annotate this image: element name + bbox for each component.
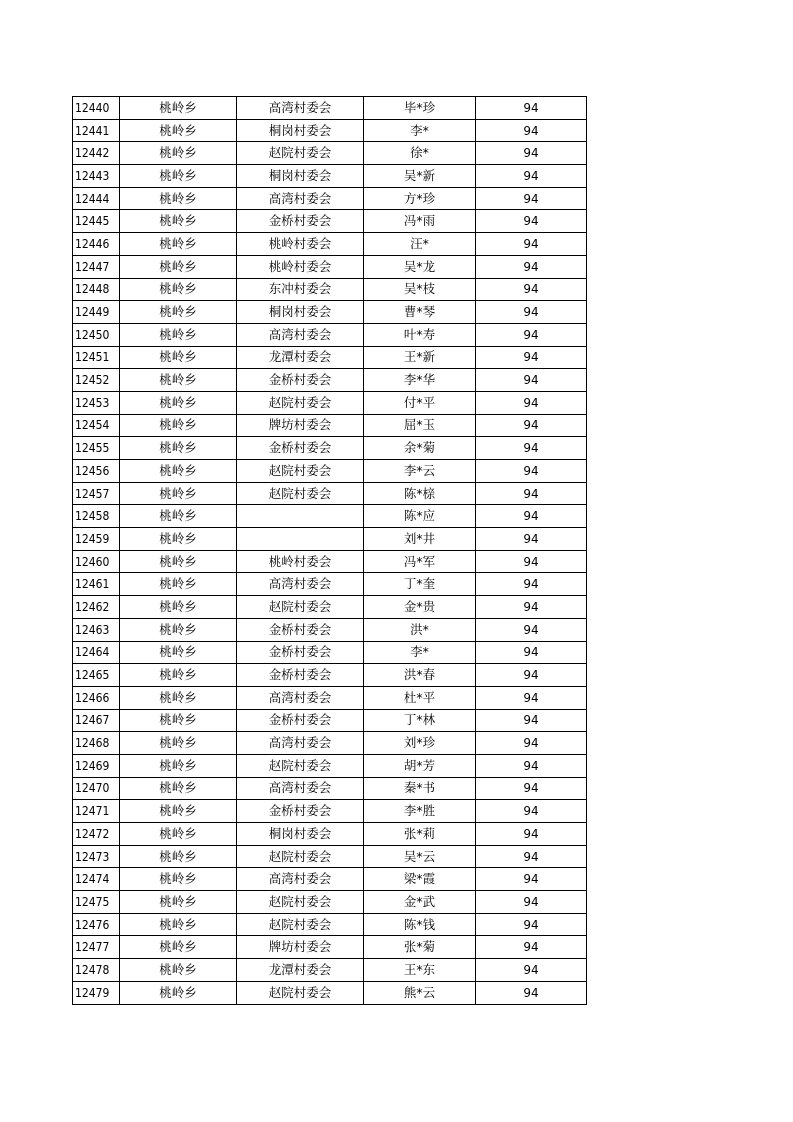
table-row: [73, 664, 587, 687]
village-cell: 东冲村委会: [237, 278, 364, 301]
village-cell: 高湾村委会: [237, 868, 364, 891]
score-cell: 94: [476, 800, 587, 823]
table-row: [73, 981, 587, 1004]
village-cell: 赵院村委会: [237, 891, 364, 914]
person-name-cell: 陈*应: [364, 505, 476, 528]
village-cell: 金桥村委会: [237, 709, 364, 732]
record-id-cell: 12477: [73, 936, 120, 959]
town-cell: 桃岭乡: [120, 414, 237, 437]
table-row: [73, 301, 587, 324]
record-id-cell: 12452: [73, 369, 120, 392]
record-id-cell: 12459: [73, 528, 120, 551]
score-cell: 94: [476, 391, 587, 414]
table-row: [73, 165, 587, 188]
person-name-cell: 胡*芳: [364, 754, 476, 777]
person-name-cell: 付*平: [364, 391, 476, 414]
village-cell: 金桥村委会: [237, 437, 364, 460]
score-cell: 94: [476, 187, 587, 210]
table-row: [73, 936, 587, 959]
score-cell: 94: [476, 414, 587, 437]
person-name-cell: 李*: [364, 641, 476, 664]
village-cell: 桐岗村委会: [237, 119, 364, 142]
person-name-cell: 吴*枝: [364, 278, 476, 301]
village-cell: 赵院村委会: [237, 460, 364, 483]
person-name-cell: 李*胜: [364, 800, 476, 823]
record-id-cell: 12464: [73, 641, 120, 664]
table-row: [73, 868, 587, 891]
table-row: [73, 482, 587, 505]
village-cell: 赵院村委会: [237, 845, 364, 868]
table-row: [73, 233, 587, 256]
town-cell: 桃岭乡: [120, 210, 237, 233]
village-cell: 高湾村委会: [237, 732, 364, 755]
table-row: [73, 369, 587, 392]
village-cell: 高湾村委会: [237, 777, 364, 800]
village-cell: 桃岭村委会: [237, 233, 364, 256]
person-name-cell: 张*菊: [364, 936, 476, 959]
person-name-cell: 吴*新: [364, 165, 476, 188]
town-cell: 桃岭乡: [120, 437, 237, 460]
record-id-cell: 12470: [73, 777, 120, 800]
record-id-cell: 12442: [73, 142, 120, 165]
table-row: [73, 686, 587, 709]
score-cell: 94: [476, 618, 587, 641]
score-cell: 94: [476, 233, 587, 256]
village-cell: 桃岭村委会: [237, 255, 364, 278]
score-cell: 94: [476, 301, 587, 324]
table-row: [73, 913, 587, 936]
record-id-cell: 12474: [73, 868, 120, 891]
table-row: [73, 437, 587, 460]
record-id-cell: 12451: [73, 346, 120, 369]
record-id-cell: 12453: [73, 391, 120, 414]
score-cell: 94: [476, 823, 587, 846]
person-name-cell: 丁*奎: [364, 573, 476, 596]
score-cell: 94: [476, 437, 587, 460]
town-cell: 桃岭乡: [120, 959, 237, 982]
town-cell: 桃岭乡: [120, 573, 237, 596]
town-cell: 桃岭乡: [120, 550, 237, 573]
table-row: [73, 800, 587, 823]
record-id-cell: 12471: [73, 800, 120, 823]
town-cell: 桃岭乡: [120, 754, 237, 777]
record-id-cell: 12479: [73, 981, 120, 1004]
town-cell: 桃岭乡: [120, 255, 237, 278]
town-cell: 桃岭乡: [120, 777, 237, 800]
score-cell: 94: [476, 868, 587, 891]
record-id-cell: 12475: [73, 891, 120, 914]
record-id-cell: 12472: [73, 823, 120, 846]
score-cell: 94: [476, 119, 587, 142]
table-row: [73, 323, 587, 346]
record-id-cell: 12441: [73, 119, 120, 142]
record-id-cell: 12444: [73, 187, 120, 210]
table-row: [73, 210, 587, 233]
table-row: [73, 528, 587, 551]
person-name-cell: 吴*云: [364, 845, 476, 868]
town-cell: 桃岭乡: [120, 482, 237, 505]
person-name-cell: 汪*: [364, 233, 476, 256]
score-cell: 94: [476, 210, 587, 233]
score-cell: 94: [476, 959, 587, 982]
record-id-cell: 12456: [73, 460, 120, 483]
town-cell: 桃岭乡: [120, 301, 237, 324]
table-row: [73, 505, 587, 528]
person-name-cell: 吴*龙: [364, 255, 476, 278]
score-cell: 94: [476, 709, 587, 732]
village-cell: 龙潭村委会: [237, 346, 364, 369]
person-name-cell: 王*新: [364, 346, 476, 369]
village-cell: [237, 505, 364, 528]
town-cell: 桃岭乡: [120, 346, 237, 369]
score-cell: 94: [476, 596, 587, 619]
town-cell: 桃岭乡: [120, 596, 237, 619]
town-cell: 桃岭乡: [120, 868, 237, 891]
record-id-cell: 12467: [73, 709, 120, 732]
table-row: [73, 709, 587, 732]
village-cell: 桐岗村委会: [237, 165, 364, 188]
town-cell: 桃岭乡: [120, 119, 237, 142]
table-row: [73, 187, 587, 210]
score-cell: 94: [476, 482, 587, 505]
record-table-body: [73, 97, 587, 1005]
village-cell: 赵院村委会: [237, 754, 364, 777]
village-cell: 金桥村委会: [237, 800, 364, 823]
person-name-cell: 张*莉: [364, 823, 476, 846]
record-id-cell: 12478: [73, 959, 120, 982]
table-row: [73, 732, 587, 755]
table-row: [73, 391, 587, 414]
score-cell: 94: [476, 754, 587, 777]
table-row: [73, 255, 587, 278]
record-id-cell: 12476: [73, 913, 120, 936]
table-row: [73, 278, 587, 301]
town-cell: 桃岭乡: [120, 823, 237, 846]
person-name-cell: 杜*平: [364, 686, 476, 709]
village-cell: 金桥村委会: [237, 641, 364, 664]
town-cell: 桃岭乡: [120, 618, 237, 641]
score-cell: 94: [476, 891, 587, 914]
score-cell: 94: [476, 346, 587, 369]
person-name-cell: 陈*钱: [364, 913, 476, 936]
village-cell: 高湾村委会: [237, 97, 364, 120]
person-name-cell: 李*云: [364, 460, 476, 483]
score-cell: 94: [476, 165, 587, 188]
town-cell: 桃岭乡: [120, 142, 237, 165]
person-name-cell: 冯*军: [364, 550, 476, 573]
score-cell: 94: [476, 641, 587, 664]
score-cell: 94: [476, 460, 587, 483]
score-cell: 94: [476, 913, 587, 936]
score-cell: 94: [476, 550, 587, 573]
table-row: [73, 777, 587, 800]
record-id-cell: 12440: [73, 97, 120, 120]
person-name-cell: 刘*珍: [364, 732, 476, 755]
record-id-cell: 12457: [73, 482, 120, 505]
town-cell: 桃岭乡: [120, 187, 237, 210]
record-id-cell: 12463: [73, 618, 120, 641]
town-cell: 桃岭乡: [120, 981, 237, 1004]
score-cell: 94: [476, 528, 587, 551]
village-cell: 牌坊村委会: [237, 414, 364, 437]
score-cell: 94: [476, 573, 587, 596]
score-cell: 94: [476, 936, 587, 959]
village-cell: 金桥村委会: [237, 664, 364, 687]
town-cell: 桃岭乡: [120, 664, 237, 687]
town-cell: 桃岭乡: [120, 641, 237, 664]
town-cell: 桃岭乡: [120, 845, 237, 868]
person-name-cell: 叶*寿: [364, 323, 476, 346]
village-cell: 赵院村委会: [237, 596, 364, 619]
town-cell: 桃岭乡: [120, 936, 237, 959]
score-cell: 94: [476, 142, 587, 165]
town-cell: 桃岭乡: [120, 460, 237, 483]
record-id-cell: 12466: [73, 686, 120, 709]
town-cell: 桃岭乡: [120, 528, 237, 551]
score-cell: 94: [476, 97, 587, 120]
person-name-cell: 金*贵: [364, 596, 476, 619]
town-cell: 桃岭乡: [120, 709, 237, 732]
village-cell: 赵院村委会: [237, 482, 364, 505]
village-cell: 金桥村委会: [237, 618, 364, 641]
person-name-cell: 屈*玉: [364, 414, 476, 437]
person-name-cell: 熊*云: [364, 981, 476, 1004]
person-name-cell: 金*武: [364, 891, 476, 914]
village-cell: 高湾村委会: [237, 573, 364, 596]
table-row: [73, 346, 587, 369]
table-row: [73, 414, 587, 437]
record-id-cell: 12460: [73, 550, 120, 573]
score-cell: 94: [476, 323, 587, 346]
person-name-cell: 秦*书: [364, 777, 476, 800]
town-cell: 桃岭乡: [120, 391, 237, 414]
person-name-cell: 徐*: [364, 142, 476, 165]
table-row: [73, 845, 587, 868]
village-cell: 金桥村委会: [237, 210, 364, 233]
village-cell: 桃岭村委会: [237, 550, 364, 573]
person-name-cell: 梁*霞: [364, 868, 476, 891]
town-cell: 桃岭乡: [120, 369, 237, 392]
village-cell: [237, 528, 364, 551]
score-cell: 94: [476, 369, 587, 392]
record-id-cell: 12465: [73, 664, 120, 687]
town-cell: 桃岭乡: [120, 891, 237, 914]
record-id-cell: 12458: [73, 505, 120, 528]
person-name-cell: 方*珍: [364, 187, 476, 210]
person-name-cell: 陈*榇: [364, 482, 476, 505]
person-name-cell: 曹*琴: [364, 301, 476, 324]
record-id-cell: 12469: [73, 754, 120, 777]
town-cell: 桃岭乡: [120, 278, 237, 301]
town-cell: 桃岭乡: [120, 97, 237, 120]
village-cell: 赵院村委会: [237, 981, 364, 1004]
village-cell: 高湾村委会: [237, 686, 364, 709]
town-cell: 桃岭乡: [120, 686, 237, 709]
person-name-cell: 洪*春: [364, 664, 476, 687]
table-row: [73, 460, 587, 483]
record-id-cell: 12445: [73, 210, 120, 233]
score-cell: 94: [476, 664, 587, 687]
town-cell: 桃岭乡: [120, 233, 237, 256]
village-cell: 高湾村委会: [237, 187, 364, 210]
score-cell: 94: [476, 845, 587, 868]
village-cell: 龙潭村委会: [237, 959, 364, 982]
person-name-cell: 冯*雨: [364, 210, 476, 233]
village-cell: 高湾村委会: [237, 323, 364, 346]
table-row: [73, 959, 587, 982]
score-cell: 94: [476, 981, 587, 1004]
record-id-cell: 12446: [73, 233, 120, 256]
score-cell: 94: [476, 255, 587, 278]
person-name-cell: 洪*: [364, 618, 476, 641]
score-cell: 94: [476, 686, 587, 709]
person-name-cell: 王*东: [364, 959, 476, 982]
person-name-cell: 刘*井: [364, 528, 476, 551]
person-name-cell: 余*菊: [364, 437, 476, 460]
table-row: [73, 550, 587, 573]
record-id-cell: 12447: [73, 255, 120, 278]
table-row: [73, 142, 587, 165]
table-row: [73, 891, 587, 914]
record-id-cell: 12461: [73, 573, 120, 596]
record-id-cell: 12448: [73, 278, 120, 301]
score-cell: 94: [476, 777, 587, 800]
table-row: [73, 641, 587, 664]
village-cell: 桐岗村委会: [237, 301, 364, 324]
table-row: [73, 97, 587, 120]
record-id-cell: 12473: [73, 845, 120, 868]
record-id-cell: 12455: [73, 437, 120, 460]
record-id-cell: 12454: [73, 414, 120, 437]
town-cell: 桃岭乡: [120, 505, 237, 528]
village-cell: 牌坊村委会: [237, 936, 364, 959]
table-row: [73, 823, 587, 846]
table-row: [73, 573, 587, 596]
village-cell: 赵院村委会: [237, 142, 364, 165]
town-cell: 桃岭乡: [120, 800, 237, 823]
person-name-cell: 丁*林: [364, 709, 476, 732]
village-cell: 桐岗村委会: [237, 823, 364, 846]
table-row: [73, 596, 587, 619]
score-cell: 94: [476, 732, 587, 755]
table-row: [73, 754, 587, 777]
record-table: [72, 96, 587, 1005]
person-name-cell: 毕*珍: [364, 97, 476, 120]
record-id-cell: 12449: [73, 301, 120, 324]
record-id-cell: 12443: [73, 165, 120, 188]
person-name-cell: 李*华: [364, 369, 476, 392]
town-cell: 桃岭乡: [120, 323, 237, 346]
town-cell: 桃岭乡: [120, 732, 237, 755]
town-cell: 桃岭乡: [120, 165, 237, 188]
village-cell: 赵院村委会: [237, 391, 364, 414]
score-cell: 94: [476, 278, 587, 301]
village-cell: 金桥村委会: [237, 369, 364, 392]
record-id-cell: 12468: [73, 732, 120, 755]
score-cell: 94: [476, 505, 587, 528]
table-row: [73, 119, 587, 142]
village-cell: 赵院村委会: [237, 913, 364, 936]
town-cell: 桃岭乡: [120, 913, 237, 936]
table-row: [73, 618, 587, 641]
record-id-cell: 12462: [73, 596, 120, 619]
person-name-cell: 李*: [364, 119, 476, 142]
record-id-cell: 12450: [73, 323, 120, 346]
